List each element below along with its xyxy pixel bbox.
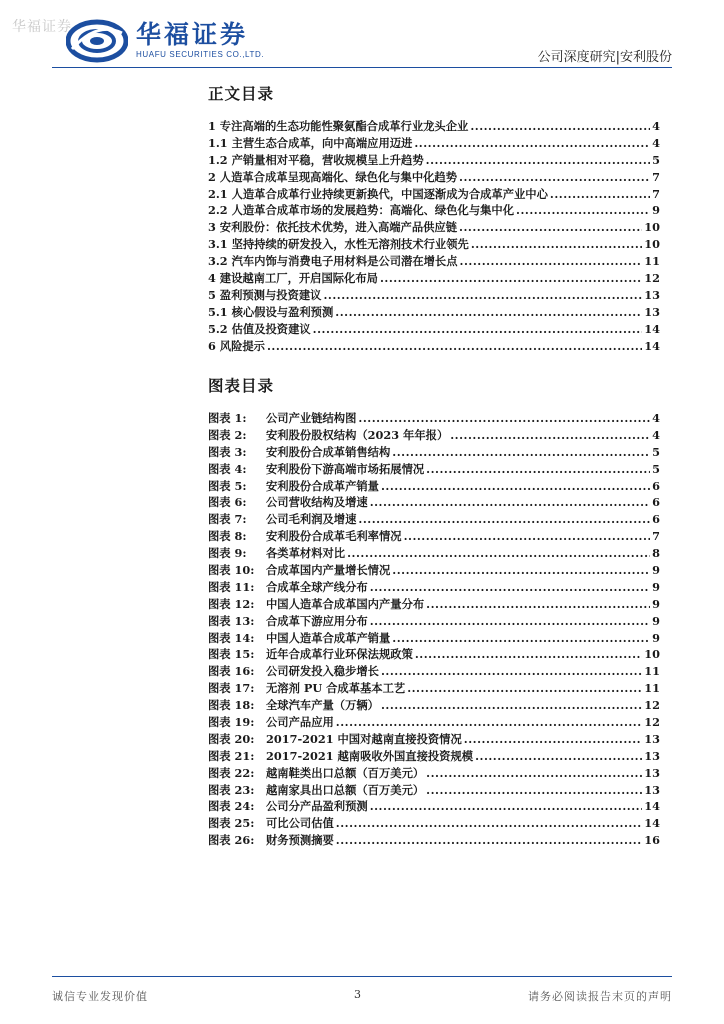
figure-entry-text xyxy=(208,815,334,832)
figure-number: 图表 17: xyxy=(208,681,255,696)
figure-leader-dots xyxy=(450,427,650,444)
figure-entry-text xyxy=(208,545,345,562)
figure-entry-label: 安利股份合成革毛利率情况 xyxy=(266,529,402,544)
figure-entry-page: 13 xyxy=(644,731,660,746)
toc-leader-dots xyxy=(414,135,650,152)
toc-entry-page: 4 xyxy=(652,119,660,133)
figure-entry[interactable] xyxy=(208,697,660,714)
header-divider xyxy=(52,67,672,68)
figure-entry-page: 13 xyxy=(644,782,660,797)
toc-entry[interactable] xyxy=(208,169,660,186)
toc-entry[interactable] xyxy=(208,186,660,203)
figure-entry-page: 5 xyxy=(652,444,660,459)
figure-leader-dots xyxy=(381,478,650,495)
header-report-type: 公司深度研究|安利股份 xyxy=(537,50,672,65)
toc-entry-label: 2.1 人造革合成革行业持续更新换代，中国逐渐成为合成革产业中心 xyxy=(208,186,548,201)
logo-swirl-icon xyxy=(66,19,128,63)
figure-leader-dots xyxy=(415,646,642,663)
figure-entry[interactable] xyxy=(208,596,660,613)
toc-leader-dots xyxy=(380,270,642,287)
figure-entry[interactable] xyxy=(208,410,660,427)
figure-entry-page: 13 xyxy=(644,765,660,780)
toc-entry-page: 5 xyxy=(652,152,660,167)
figure-number: 图表 26: xyxy=(208,833,255,848)
figure-entry[interactable] xyxy=(208,782,660,799)
figure-entry-label: 安利股份股权结构（2023 年年报） xyxy=(266,427,449,442)
figure-entry-text xyxy=(208,646,413,663)
figure-leader-dots xyxy=(381,663,642,680)
logo-cn-text: 华福证券 xyxy=(136,20,249,49)
figure-entry-label: 合成革下游应用分布 xyxy=(266,613,368,628)
toc-entry[interactable] xyxy=(208,135,660,152)
figure-entry-page: 12 xyxy=(644,715,660,730)
figure-entry-label: 无溶剂 PU 合成革基本工艺 xyxy=(266,681,406,696)
figure-entry-text xyxy=(208,478,379,495)
figure-leader-dots xyxy=(336,832,642,849)
figure-entry-text xyxy=(208,579,368,596)
figure-entry-label: 公司毛利润及增速 xyxy=(266,512,357,527)
figure-entry-page: 6 xyxy=(652,478,660,493)
toc-entry-label: 4 建设越南工厂，开启国际化布局 xyxy=(208,271,378,286)
figure-entry-text xyxy=(208,630,390,647)
figure-number: 图表 10: xyxy=(208,563,255,578)
figure-leader-dots xyxy=(370,798,643,815)
figure-entry-text xyxy=(208,596,424,613)
toc-entry-label: 1.2 产销量相对平稳，营收规模呈上升趋势 xyxy=(208,152,424,167)
figure-entry-label: 越南家具出口总额（百万美元） xyxy=(266,782,425,797)
figure-entry-page: 5 xyxy=(652,461,660,476)
figure-number: 图表 6: xyxy=(208,495,247,510)
toc-entry-page: 14 xyxy=(644,321,660,336)
toc-entry-page: 10 xyxy=(644,237,660,252)
toc-leader-dots xyxy=(550,186,650,203)
toc-entry-page: 7 xyxy=(652,169,660,184)
figure-entry-label: 可比公司估值 xyxy=(266,816,334,831)
figure-entry[interactable] xyxy=(208,461,660,478)
figure-entry-page: 4 xyxy=(652,411,660,425)
figure-entry-page: 11 xyxy=(644,681,660,696)
toc-entry[interactable] xyxy=(208,202,660,219)
figure-leader-dots xyxy=(404,528,651,545)
figure-entry-text xyxy=(208,782,424,799)
toc-entry-label: 5.1 核心假设与盈利预测 xyxy=(208,304,334,319)
figure-entry-text xyxy=(208,680,405,697)
figure-entry[interactable] xyxy=(208,511,660,528)
toc-leader-dots xyxy=(426,152,650,169)
figure-leader-dots xyxy=(370,613,650,630)
toc-entry-page: 11 xyxy=(644,254,660,269)
figure-number: 图表 22: xyxy=(208,765,255,780)
figure-entry-page: 9 xyxy=(652,563,660,578)
figure-entry-text xyxy=(208,562,390,579)
figure-entry-page: 4 xyxy=(652,427,660,442)
toc-entry[interactable] xyxy=(208,118,660,135)
figure-leader-dots xyxy=(336,815,642,832)
toc-entry[interactable] xyxy=(208,287,660,304)
figure-number: 图表 18: xyxy=(208,698,255,713)
figure-entry-page: 7 xyxy=(652,529,660,544)
figure-entry[interactable] xyxy=(208,663,660,680)
figure-leader-dots xyxy=(464,731,642,748)
figure-number: 图表 21: xyxy=(208,748,255,763)
figure-entry[interactable] xyxy=(208,748,660,765)
figure-leader-dots xyxy=(370,494,650,511)
toc-entry[interactable] xyxy=(208,270,660,287)
figure-entry-page: 8 xyxy=(652,546,660,561)
figure-entry-label: 安利股份合成革产销量 xyxy=(266,478,379,493)
toc-entry-page: 4 xyxy=(652,135,660,150)
toc-leader-dots xyxy=(323,287,642,304)
toc-entry-label: 2 人造革合成革呈现高端化、绿色化与集中化趋势 xyxy=(208,169,458,184)
toc-entry-label: 3 安利股份：依托技术优势，进入高端产品供应链 xyxy=(208,220,458,235)
figure-number: 图表 11: xyxy=(208,579,255,594)
toc-leader-dots xyxy=(459,219,642,236)
figure-entry-page: 16 xyxy=(644,833,660,848)
toc-leader-dots xyxy=(335,304,642,321)
toc-leader-dots xyxy=(470,118,650,135)
figure-number: 图表 14: xyxy=(208,630,255,645)
figure-number: 图表 24: xyxy=(208,799,255,814)
figure-number: 图表 5: xyxy=(208,478,247,493)
toc-entry[interactable] xyxy=(208,321,660,338)
toc-entry-label: 5 盈利预测与投资建议 xyxy=(208,287,322,302)
figures-list xyxy=(208,410,660,849)
figure-number: 图表 7: xyxy=(208,512,247,527)
figure-entry-text xyxy=(208,731,462,748)
figure-entry[interactable] xyxy=(208,731,660,748)
footer-disclaimer: 请务必阅读报告末页的声明 xyxy=(528,990,672,1003)
footer-divider xyxy=(52,976,672,977)
toc-entry[interactable] xyxy=(208,152,660,169)
figure-entry-text xyxy=(208,663,379,680)
figure-leader-dots xyxy=(358,511,650,528)
figure-leader-dots xyxy=(475,748,642,765)
figure-entry-text xyxy=(208,528,402,545)
toc-entry-page: 13 xyxy=(644,287,660,302)
figure-entry-page: 12 xyxy=(644,698,660,713)
figure-entry-label: 近年合成革行业环保法规政策 xyxy=(266,647,413,662)
toc-entry[interactable] xyxy=(208,304,660,321)
figure-number: 图表 23: xyxy=(208,782,255,797)
figure-entry-label: 合成革国内产量增长情况 xyxy=(266,563,391,578)
page-number: 3 xyxy=(354,988,361,1001)
toc-entry-label: 3.1 坚持持续的研发投入，水性无溶剂技术行业领先 xyxy=(208,237,469,252)
toc-leader-dots xyxy=(460,253,643,270)
toc-entry[interactable] xyxy=(208,219,660,236)
figure-entry-label: 全球汽车产量（万辆） xyxy=(266,698,379,713)
figure-leader-dots xyxy=(336,714,642,731)
figure-entry-label: 公司产业链结构图 xyxy=(266,411,357,425)
figure-entry[interactable] xyxy=(208,630,660,647)
figure-entry-page: 9 xyxy=(652,630,660,645)
toc-leader-dots xyxy=(459,169,650,186)
figure-entry[interactable] xyxy=(208,562,660,579)
figure-entry[interactable] xyxy=(208,798,660,815)
figure-leader-dots xyxy=(426,596,650,613)
toc-leader-dots xyxy=(267,338,642,355)
figure-number: 图表 12: xyxy=(208,596,255,611)
figure-entry[interactable] xyxy=(208,478,660,495)
figure-number: 图表 16: xyxy=(208,664,255,679)
figure-entry-page: 14 xyxy=(644,816,660,831)
toc-entry-label: 3.2 汽车内饰与消费电子用材料是公司潜在增长点 xyxy=(208,254,458,269)
figure-entry-text xyxy=(208,444,390,461)
figure-entry-text xyxy=(208,613,368,630)
figure-entry-label: 合成革全球产线分布 xyxy=(266,579,368,594)
logo-en-text: HUAFU SECURITIES CO.,LTD. xyxy=(136,50,265,59)
figure-entry[interactable] xyxy=(208,714,660,731)
figure-number: 图表 19: xyxy=(208,715,255,730)
figure-entry[interactable] xyxy=(208,427,660,444)
figure-leader-dots xyxy=(358,410,650,427)
figure-entry-text xyxy=(208,798,368,815)
figure-entry-page: 13 xyxy=(644,748,660,763)
toc-list xyxy=(208,118,660,354)
figure-entry[interactable] xyxy=(208,545,660,562)
toc-entry-label: 2.2 人造革合成革市场的发展趋势：高端化、绿色化与集中化 xyxy=(208,203,515,218)
toc-entry[interactable] xyxy=(208,338,660,355)
figure-entry-page: 9 xyxy=(652,579,660,594)
toc-leader-dots xyxy=(313,321,643,338)
toc-entry-page: 14 xyxy=(644,338,660,353)
figure-entry-label: 财务预测摘要 xyxy=(266,833,334,848)
figure-entry-label: 公司营收结构及增速 xyxy=(266,495,368,510)
figure-entry-page: 9 xyxy=(652,613,660,628)
figure-entry-label: 中国人造革合成革国内产量分布 xyxy=(266,596,425,611)
toc-entry-label: 1 专注高端的生态功能性聚氨酯合成革行业龙头企业 xyxy=(208,119,469,133)
figure-entry-page: 6 xyxy=(652,495,660,510)
figure-entry-text xyxy=(208,697,379,714)
figure-number: 图表 8: xyxy=(208,529,247,544)
figure-entry[interactable] xyxy=(208,815,660,832)
figure-number: 图表 20: xyxy=(208,731,255,746)
figure-entry-label: 各类革材料对比 xyxy=(266,546,346,561)
figure-entry[interactable] xyxy=(208,444,660,461)
toc-title: 正文目录 xyxy=(208,85,275,103)
figure-entry-label: 安利股份下游高端市场拓展情况 xyxy=(266,461,425,476)
figure-number: 图表 25: xyxy=(208,816,255,831)
figure-entry[interactable] xyxy=(208,765,660,782)
figure-entry[interactable] xyxy=(208,579,660,596)
figure-leader-dots xyxy=(426,461,650,478)
figure-entry[interactable] xyxy=(208,528,660,545)
figure-leader-dots xyxy=(426,782,642,799)
toc-entry-page: 10 xyxy=(644,220,660,235)
figure-leader-dots xyxy=(347,545,650,562)
figure-entry[interactable] xyxy=(208,494,660,511)
toc-entry-page: 12 xyxy=(644,271,660,286)
figure-leader-dots xyxy=(407,680,642,697)
toc-entry-label: 1.1 主营生态合成革，向中高端应用迈进 xyxy=(208,135,413,150)
figure-entry-text xyxy=(208,832,334,849)
figure-number: 图表 1: xyxy=(208,411,247,425)
figure-entry-label: 2017-2021 中国对越南直接投资情况 xyxy=(266,731,462,746)
toc-leader-dots xyxy=(471,236,642,253)
toc-leader-dots xyxy=(516,202,650,219)
figure-leader-dots xyxy=(381,697,642,714)
figure-entry-label: 公司分产品盈利预测 xyxy=(266,799,368,814)
figure-entry[interactable] xyxy=(208,613,660,630)
figure-leader-dots xyxy=(392,562,650,579)
figure-entry-page: 6 xyxy=(652,512,660,527)
figure-leader-dots xyxy=(426,765,642,782)
figure-entry-text xyxy=(208,494,368,511)
figure-entry-page: 10 xyxy=(644,647,660,662)
figure-entry-text xyxy=(208,410,356,427)
figure-entry-label: 安利股份合成革销售结构 xyxy=(266,444,391,459)
figure-entry-page: 9 xyxy=(652,596,660,611)
figure-entry-label: 2017-2021 越南吸收外国直接投资规模 xyxy=(266,748,474,763)
figure-entry[interactable] xyxy=(208,646,660,663)
toc-entry-page: 13 xyxy=(644,304,660,319)
figure-entry-label: 越南鞋类出口总额（百万美元） xyxy=(266,765,425,780)
toc-entry-label: 5.2 估值及投资建议 xyxy=(208,321,311,336)
figure-number: 图表 13: xyxy=(208,613,255,628)
toc-entry[interactable] xyxy=(208,236,660,253)
figure-number: 图表 2: xyxy=(208,427,247,442)
figure-entry[interactable] xyxy=(208,832,660,849)
figure-number: 图表 4: xyxy=(208,461,247,476)
figure-entry-text xyxy=(208,461,424,478)
toc-entry-page: 9 xyxy=(652,203,660,218)
figure-entry[interactable] xyxy=(208,680,660,697)
figure-entry-page: 11 xyxy=(644,664,660,679)
figure-leader-dots xyxy=(392,630,650,647)
figure-entry-text xyxy=(208,748,473,765)
figure-number: 图表 15: xyxy=(208,647,255,662)
figure-entry-label: 中国人造革合成革产销量 xyxy=(266,630,391,645)
toc-entry-label: 6 风险提示 xyxy=(208,338,265,353)
toc-entry-page: 7 xyxy=(652,186,660,201)
figures-title: 图表目录 xyxy=(208,377,275,395)
figure-leader-dots xyxy=(392,444,650,461)
figure-entry-label: 公司产品应用 xyxy=(266,715,334,730)
footer-slogan: 诚信专业发现价值 xyxy=(52,990,148,1003)
watermark-text: 华福证券 xyxy=(12,19,72,35)
figure-leader-dots xyxy=(370,579,650,596)
figure-entry-label: 公司研发投入稳步增长 xyxy=(266,664,379,679)
figure-number: 图表 3: xyxy=(208,444,247,459)
figure-number: 图表 9: xyxy=(208,546,247,561)
figure-entry-text xyxy=(208,765,424,782)
figure-entry-page: 14 xyxy=(644,799,660,814)
figure-entry-text xyxy=(208,427,448,444)
toc-entry[interactable] xyxy=(208,253,660,270)
figure-entry-text xyxy=(208,511,356,528)
company-logo xyxy=(66,16,264,66)
figure-entry-text xyxy=(208,714,334,731)
